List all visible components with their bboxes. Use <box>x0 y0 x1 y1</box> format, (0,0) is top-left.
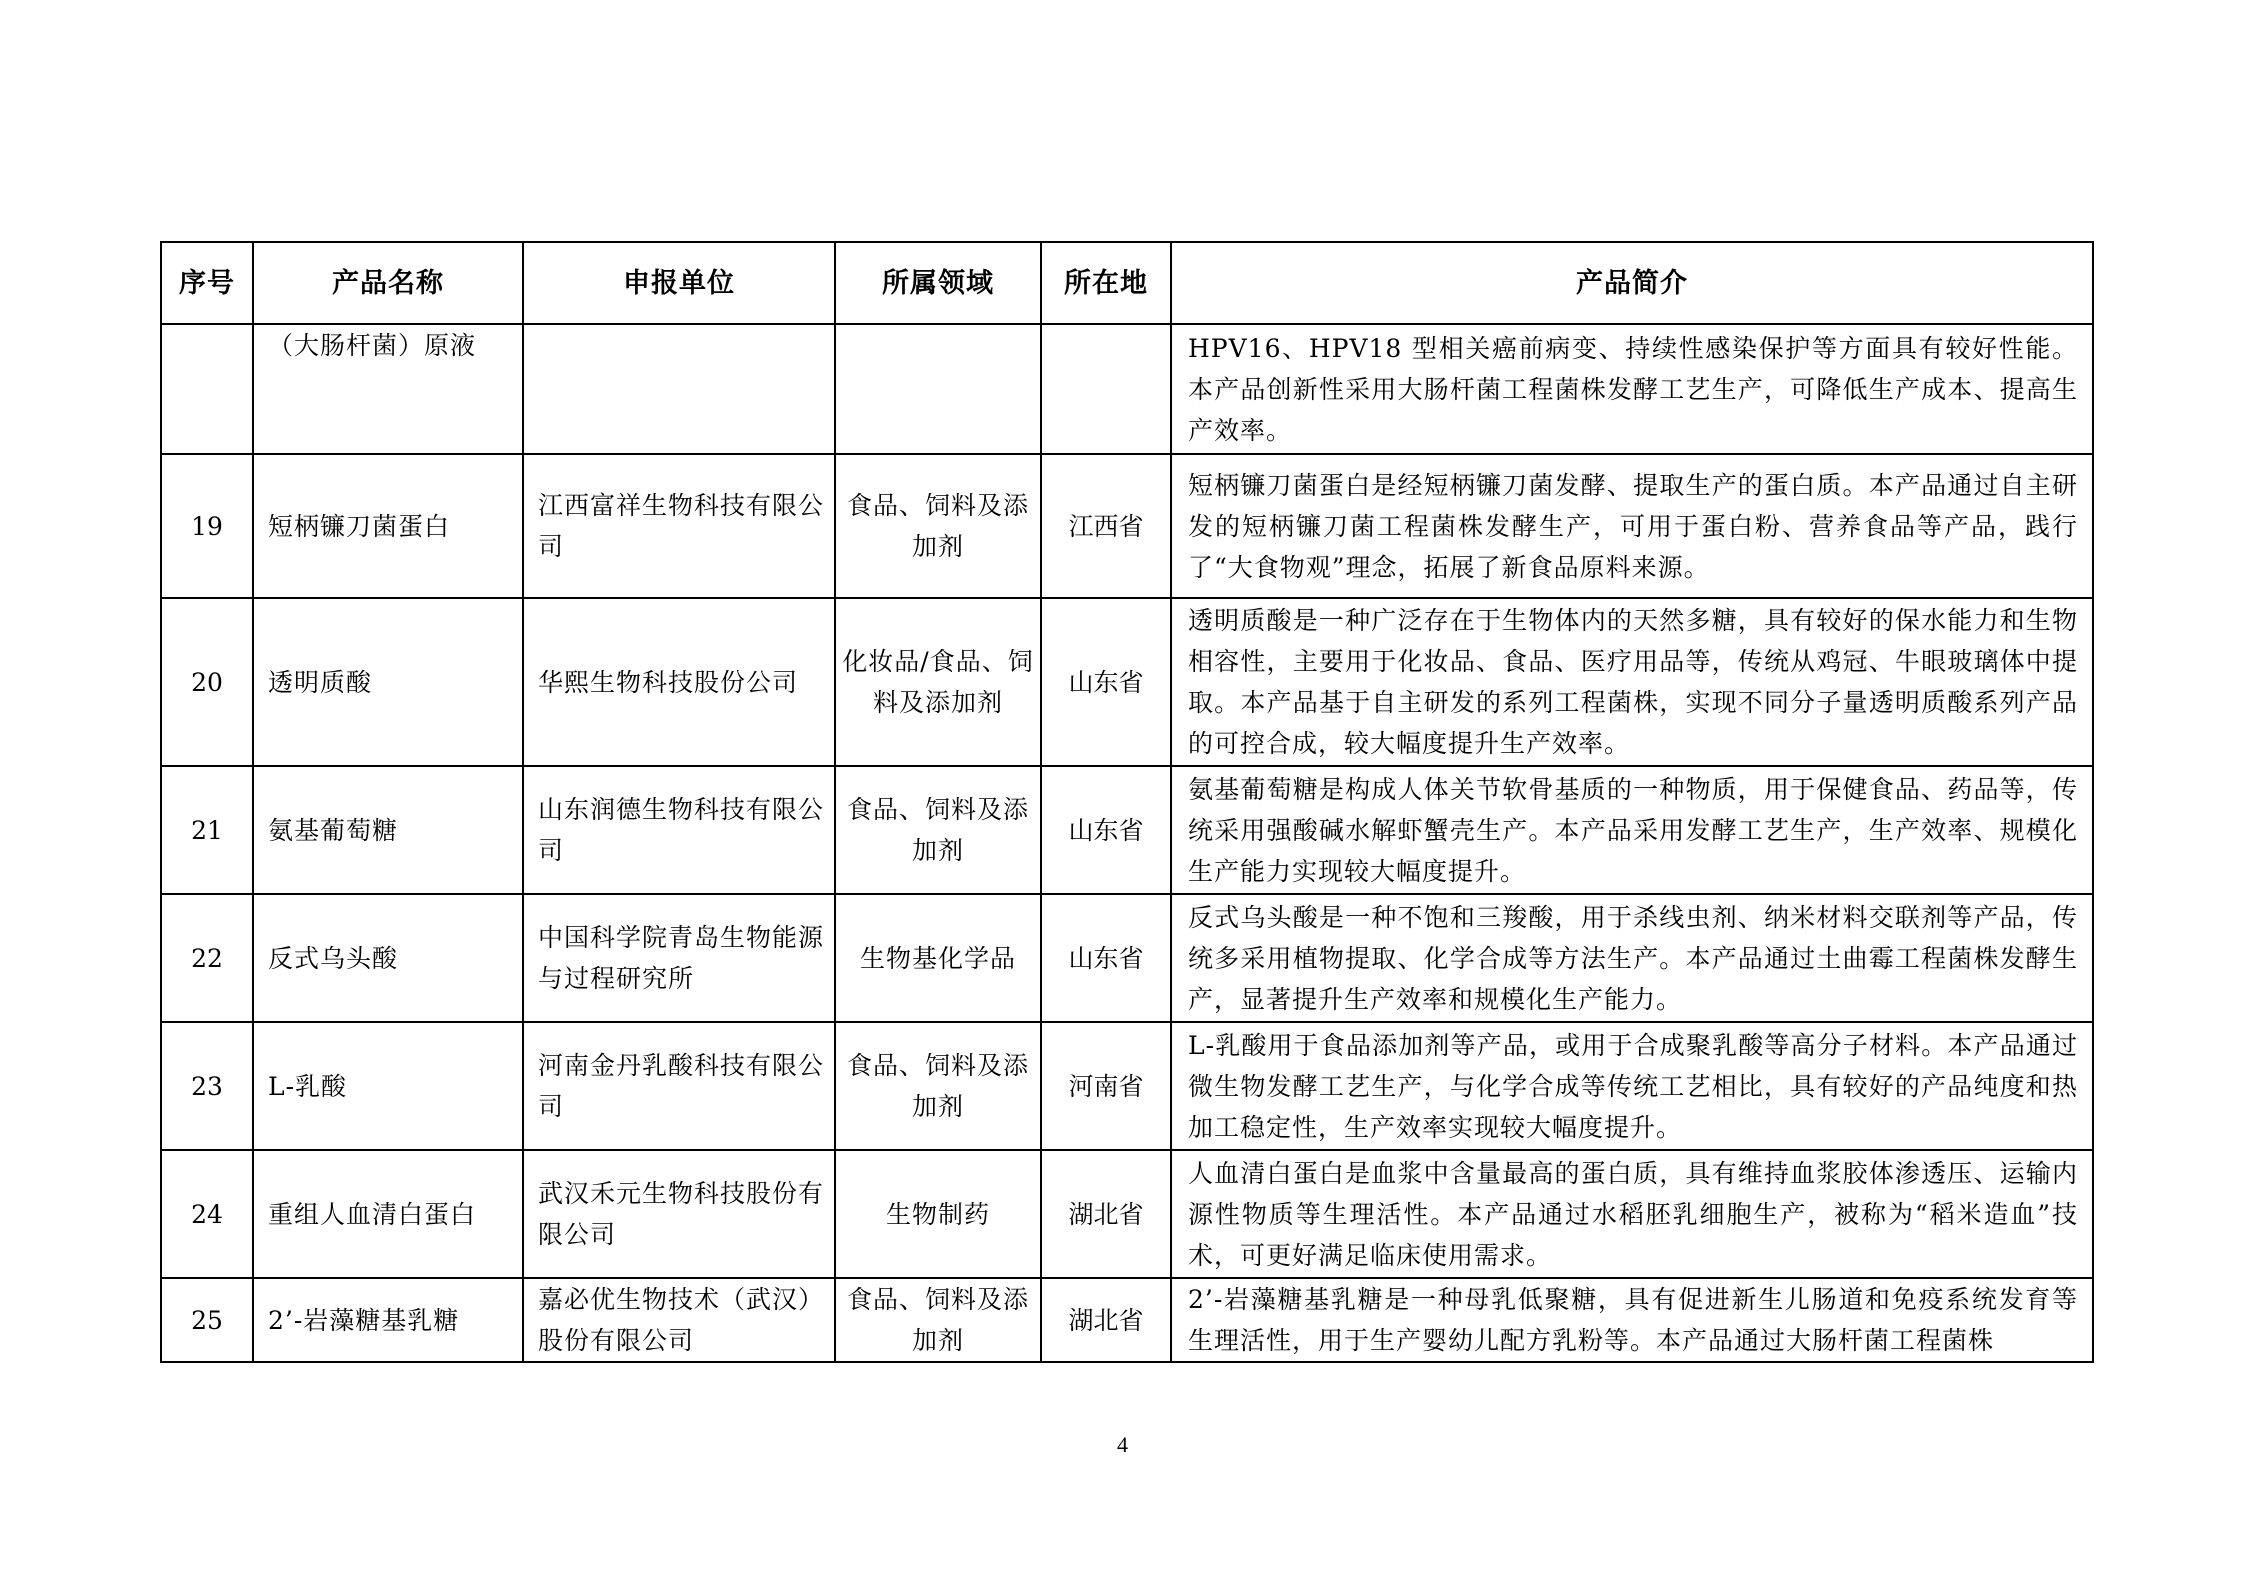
row-description: HPV16、HPV18 型相关癌前病变、持续性感染保护等方面具有较好性能。本产品创新性采用大肠杆菌工程菌株发酵工艺生产，可降低生产成本、提高生产效率。 <box>1171 324 2093 454</box>
row-no: 23 <box>161 1022 253 1150</box>
row-field: 生物基化学品 <box>835 894 1041 1022</box>
row-field: 化妆品/食品、饲料及添加剂 <box>835 598 1041 766</box>
row-no: 25 <box>161 1278 253 1362</box>
header-field: 所属领域 <box>835 242 1041 324</box>
row-location <box>1041 324 1171 454</box>
row-no: 21 <box>161 766 253 894</box>
row-location: 湖北省 <box>1041 1150 1171 1278</box>
table-row <box>161 894 2093 1022</box>
header-applicant-unit: 申报单位 <box>523 242 835 324</box>
row-no: 19 <box>161 454 253 598</box>
row-applicant-unit: 山东润德生物科技有限公司 <box>523 766 835 894</box>
row-no: 20 <box>161 598 253 766</box>
row-field: 生物制药 <box>835 1150 1041 1278</box>
row-applicant-unit <box>523 324 835 454</box>
row-product-name: 透明质酸 <box>253 598 523 766</box>
table-row <box>161 454 2093 598</box>
row-applicant-unit: 中国科学院青岛生物能源与过程研究所 <box>523 894 835 1022</box>
row-no <box>161 324 253 454</box>
row-location: 河南省 <box>1041 1022 1171 1150</box>
row-field: 食品、饲料及添加剂 <box>835 454 1041 598</box>
row-no: 24 <box>161 1150 253 1278</box>
header-description: 产品简介 <box>1171 242 2093 324</box>
row-product-name: 反式乌头酸 <box>253 894 523 1022</box>
row-product-name: 2’-岩藻糖基乳糖 <box>253 1278 523 1362</box>
row-description: 透明质酸是一种广泛存在于生物体内的天然多糖，具有较好的保水能力和生物相容性，主要用于化妆品、食品、医疗用品等，传统从鸡冠、牛眼玻璃体中提取。本产品基于自主研发的系列工程菌株，实现不同分子量透明质酸系列产品的可控合成，较大幅度提升生产效率。 <box>1171 598 2093 766</box>
row-product-name: 重组人血清白蛋白 <box>253 1150 523 1278</box>
row-location: 山东省 <box>1041 598 1171 766</box>
row-no: 22 <box>161 894 253 1022</box>
row-field <box>835 324 1041 454</box>
table-row <box>161 1278 2093 1362</box>
table-row <box>161 1150 2093 1278</box>
header-no: 序号 <box>161 242 253 324</box>
row-applicant-unit: 嘉必优生物技术（武汉）股份有限公司 <box>523 1278 835 1362</box>
row-field: 食品、饲料及添加剂 <box>835 1022 1041 1150</box>
product-table <box>160 241 2094 1363</box>
table-row <box>161 324 2093 454</box>
row-description: 短柄镰刀菌蛋白是经短柄镰刀菌发酵、提取生产的蛋白质。本产品通过自主研发的短柄镰刀菌工程菌株发酵生产，可用于蛋白粉、营养食品等产品，践行了“大食物观”理念，拓展了新食品原料来源。 <box>1171 454 2093 598</box>
page-number: 4 <box>1117 1432 1128 1457</box>
row-applicant-unit: 华熙生物科技股份公司 <box>523 598 835 766</box>
table-row <box>161 598 2093 766</box>
row-applicant-unit: 武汉禾元生物科技股份有限公司 <box>523 1150 835 1278</box>
row-product-name: L-乳酸 <box>253 1022 523 1150</box>
table-row <box>161 1022 2093 1150</box>
row-applicant-unit: 江西富祥生物科技有限公司 <box>523 454 835 598</box>
row-location: 山东省 <box>1041 766 1171 894</box>
header-product-name: 产品名称 <box>253 242 523 324</box>
row-product-name: 短柄镰刀菌蛋白 <box>253 454 523 598</box>
row-description: 反式乌头酸是一种不饱和三羧酸，用于杀线虫剂、纳米材料交联剂等产品，传统多采用植物提取、化学合成等方法生产。本产品通过土曲霉工程菌株发酵生产，显著提升生产效率和规模化生产能力。 <box>1171 894 2093 1022</box>
row-product-name: 氨基葡萄糖 <box>253 766 523 894</box>
row-field: 食品、饲料及添加剂 <box>835 766 1041 894</box>
row-field: 食品、饲料及添加剂 <box>835 1278 1041 1362</box>
table-header-row <box>161 242 2093 324</box>
row-location: 江西省 <box>1041 454 1171 598</box>
row-product-name: （大肠杆菌）原液 <box>253 324 523 454</box>
row-location: 湖北省 <box>1041 1278 1171 1362</box>
row-description: L-乳酸用于食品添加剂等产品，或用于合成聚乳酸等高分子材料。本产品通过微生物发酵工艺生产，与化学合成等传统工艺相比，具有较好的产品纯度和热加工稳定性，生产效率实现较大幅度提升。 <box>1171 1022 2093 1150</box>
row-description: 人血清白蛋白是血浆中含量最高的蛋白质，具有维持血浆胶体渗透压、运输内源性物质等生理活性。本产品通过水稻胚乳细胞生产，被称为“稻米造血”技术，可更好满足临床使用需求。 <box>1171 1150 2093 1278</box>
row-description: 氨基葡萄糖是构成人体关节软骨基质的一种物质，用于保健食品、药品等，传统采用强酸碱水解虾蟹壳生产。本产品采用发酵工艺生产，生产效率、规模化生产能力实现较大幅度提升。 <box>1171 766 2093 894</box>
table-row <box>161 766 2093 894</box>
row-applicant-unit: 河南金丹乳酸科技有限公司 <box>523 1022 835 1150</box>
row-location: 山东省 <box>1041 894 1171 1022</box>
row-description: 2’-岩藻糖基乳糖是一种母乳低聚糖，具有促进新生儿肠道和免疫系统发育等生理活性，用于生产婴幼儿配方乳粉等。本产品通过大肠杆菌工程菌株 <box>1171 1278 2093 1362</box>
header-location: 所在地 <box>1041 242 1171 324</box>
